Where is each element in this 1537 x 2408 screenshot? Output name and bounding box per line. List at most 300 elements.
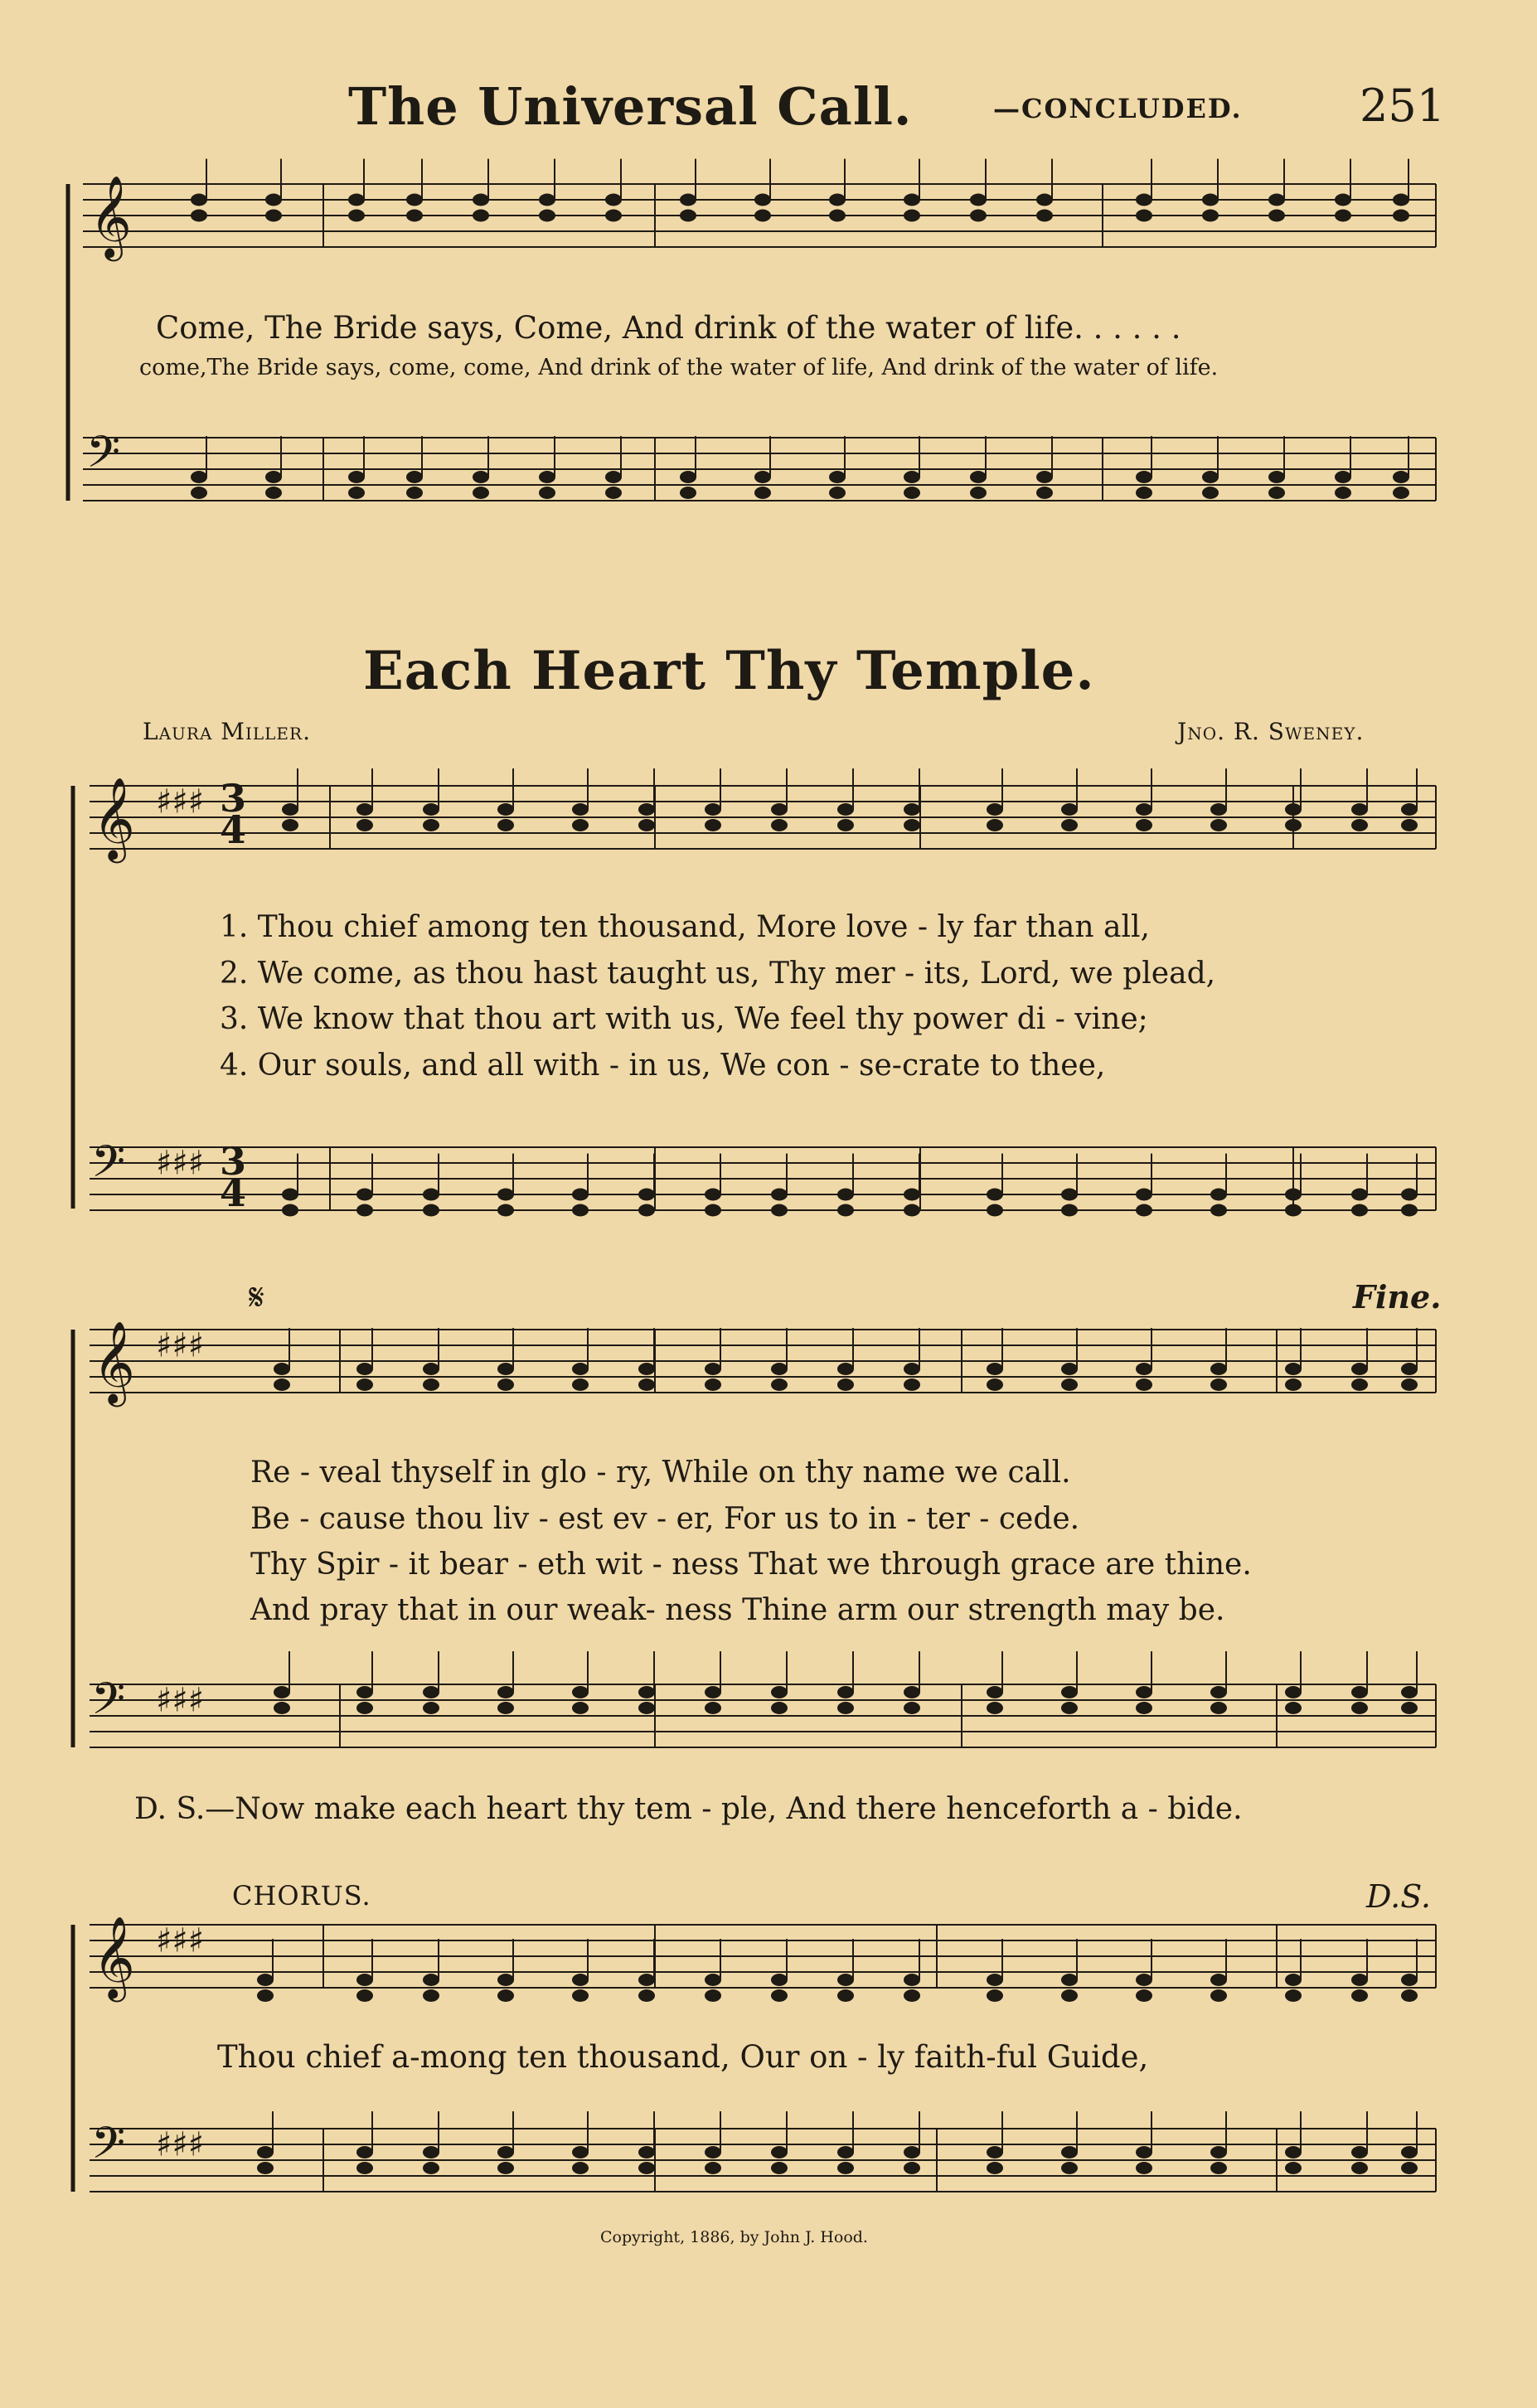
song1-bass-note (265, 471, 282, 483)
song2-bass-note (987, 1204, 1003, 1217)
song2-treble-note (1210, 1989, 1227, 2002)
song2-treble-note (904, 819, 920, 831)
song2-bass-note (987, 1702, 1003, 1714)
song2-treble-note (1210, 1378, 1227, 1391)
song1-title: The Universal Call. (348, 76, 913, 137)
song1-treble-note (191, 194, 207, 206)
song2-treble-note (771, 1989, 788, 2002)
song2-treble-note (1210, 1363, 1227, 1375)
song1-bass-note (473, 471, 489, 483)
song2-treble-note (1210, 1974, 1227, 1986)
song1-bass-note (1393, 487, 1409, 499)
song1-lyric-main: Come, The Bride says, Come, And drink of the water of life. . . . . . (156, 310, 1181, 346)
song2-treble-note (1285, 1989, 1302, 2002)
song1-treble-note (1202, 194, 1219, 206)
song2-treble-note (705, 803, 721, 816)
song2-treble-note (1285, 819, 1302, 831)
song2-bass-note (356, 1702, 373, 1714)
song2-treble-note (274, 1363, 290, 1375)
key-signature-sharps: ♯♯♯ (156, 1326, 205, 1365)
song1-bass-note (970, 487, 987, 499)
song2-treble-note (497, 1378, 514, 1391)
treble-clef: 𝄞 (93, 1916, 135, 1999)
song2-bass-note (497, 2162, 514, 2174)
song2-treble-note (1401, 1378, 1418, 1391)
song2-treble-note (1136, 803, 1152, 816)
song2-bass-note (1061, 2146, 1078, 2158)
song2-bass-note (1136, 1204, 1152, 1217)
song1-treble-note (406, 194, 423, 206)
song1-treble-note (191, 210, 207, 222)
song1-treble-note (970, 210, 987, 222)
song2-treble-note (987, 1974, 1003, 1986)
song2-bass-note (771, 1189, 788, 1201)
song2-bass-note (1351, 1686, 1368, 1698)
song2-bass-note (497, 1686, 514, 1698)
song2-bass-note (282, 1189, 298, 1201)
song2-bass-note (1210, 2146, 1227, 2158)
chorus-label: CHORUS. (232, 1880, 371, 1911)
song1-treble-note (473, 194, 489, 206)
song2-treble-note (356, 1989, 373, 2002)
song2-treble-note (705, 1974, 721, 1986)
song2-bass-note (638, 1686, 655, 1698)
song1-bass-note (539, 471, 555, 483)
song1-treble-note (1393, 210, 1409, 222)
song2-treble-note (705, 1363, 721, 1375)
copyright-notice: Copyright, 1886, by John J. Hood. (600, 2228, 868, 2246)
song2-treble-note (837, 1378, 854, 1391)
song2-bass-note (572, 2146, 589, 2158)
song2-bass-note (1401, 1204, 1418, 1217)
song2-treble-note (705, 819, 721, 831)
song1-treble-note (265, 210, 282, 222)
song2-treble-note (356, 1363, 373, 1375)
verse-line-4b: And pray that in our weak- ness Thine arm our strength may be. (250, 1593, 1225, 1627)
song2-bass-note (1285, 1702, 1302, 1714)
song2-treble-note (572, 1378, 589, 1391)
song2-treble-note (638, 1989, 655, 2002)
song2-treble-note (356, 819, 373, 831)
song1-treble-note (829, 210, 846, 222)
song1-treble-note (904, 194, 920, 206)
song1-treble-note (406, 210, 423, 222)
song2-treble-note (1401, 1974, 1418, 1986)
song2-treble-note (423, 819, 439, 831)
song2-treble-note (837, 1989, 854, 2002)
song2-treble-note (771, 1974, 788, 1986)
song1-bass-note (191, 471, 207, 483)
fine-mark: Fine. (1353, 1278, 1442, 1315)
song1-treble-note (1335, 194, 1351, 206)
song1-bass-note (680, 471, 696, 483)
song2-bass-note (771, 1686, 788, 1698)
song1-bass-note (754, 471, 771, 483)
song2-treble-note (423, 1974, 439, 1986)
song2-bass-note (1351, 2146, 1368, 2158)
song1-treble-note (1335, 210, 1351, 222)
song2-bass-note (572, 1189, 589, 1201)
song2-bass-note (572, 2162, 589, 2174)
time-signature-treble: 3 4 (220, 776, 247, 852)
song2-treble-note (1061, 819, 1078, 831)
song2-bass-note (638, 1702, 655, 1714)
song2-bass-note (638, 1189, 655, 1201)
song2-treble-note (1285, 1363, 1302, 1375)
song1-bass-note (680, 487, 696, 499)
song1-bass-note (754, 487, 771, 499)
song2-bass-note (423, 2146, 439, 2158)
song1-treble-note (1136, 194, 1152, 206)
song1-bass-note (406, 487, 423, 499)
song2-treble-note (423, 1989, 439, 2002)
song2-bass-note (1285, 2162, 1302, 2174)
song2-bass-note (497, 1702, 514, 1714)
song2-treble-note (1351, 1378, 1368, 1391)
song2-bass-note (638, 2162, 655, 2174)
song2-treble-note (705, 1989, 721, 2002)
song2-treble-note (274, 1378, 290, 1391)
song2-bass-note (423, 2162, 439, 2174)
verse-line-3b: Thy Spir - it bear - eth wit - ness That we through grace are thine. (250, 1548, 1252, 1582)
song2-treble-note (257, 1974, 274, 1986)
song2-bass-note (274, 1686, 290, 1698)
song2-bass-note (837, 1189, 854, 1201)
song1-treble-note (829, 194, 846, 206)
song2-treble-note (356, 803, 373, 816)
song2-treble-note (423, 1378, 439, 1391)
song1-treble-note (605, 210, 622, 222)
song1-bass-note (1202, 487, 1219, 499)
song1-bass-note (1136, 471, 1152, 483)
song2-bass-note (282, 1204, 298, 1217)
song1-bass-note (1202, 471, 1219, 483)
song2-bass-note (572, 1204, 589, 1217)
key-signature-sharps: ♯♯♯ (156, 782, 205, 821)
song1-treble-note (265, 194, 282, 206)
song2-treble-note (987, 1989, 1003, 2002)
song2-treble-note (1136, 1378, 1152, 1391)
song2-treble-note (987, 1363, 1003, 1375)
song2-bass-note (1285, 2146, 1302, 2158)
song2-treble-note (1401, 1363, 1418, 1375)
song2-bass-note (837, 1204, 854, 1217)
verse-line-1a: 1. Thou chief among ten thousand, More love - ly far than all, (220, 910, 1150, 944)
song2-treble-note (572, 1974, 589, 1986)
song2-author: Laura Miller. (143, 718, 311, 745)
song1-bass-note (265, 487, 282, 499)
song1-treble-note (754, 194, 771, 206)
song2-composer: Jno. R. Sweney. (1177, 718, 1365, 745)
song2-bass-note (356, 1686, 373, 1698)
song2-treble-note (987, 819, 1003, 831)
song2-treble-note (987, 1378, 1003, 1391)
song2-treble-note (1061, 1363, 1078, 1375)
song2-bass-note (356, 1189, 373, 1201)
song2-bass-note (837, 2146, 854, 2158)
song2-treble-note (837, 803, 854, 816)
song1-treble-note (680, 210, 696, 222)
song2-bass-note (904, 1189, 920, 1201)
song2-bass-note (638, 1204, 655, 1217)
song2-bass-note (771, 2162, 788, 2174)
song2-bass-note (497, 1189, 514, 1201)
song2-bass-note (837, 1702, 854, 1714)
song1-treble-note (539, 210, 555, 222)
song2-bass-note (771, 1204, 788, 1217)
song2-bass-note (1210, 2162, 1227, 2174)
song2-treble-note (837, 1363, 854, 1375)
song1-treble-note (348, 210, 365, 222)
song2-treble-note (771, 819, 788, 831)
song1-bass-note (406, 471, 423, 483)
verse-line-2a: 2. We come, as thou hast taught us, Thy mer - its, Lord, we plead, (220, 957, 1216, 991)
song2-treble-note (572, 819, 589, 831)
song1-bass-note (904, 471, 920, 483)
song2-treble-note (1136, 1363, 1152, 1375)
key-signature-sharps: ♯♯♯ (156, 1144, 205, 1183)
verse-line-1b: Re - veal thyself in glo - ry, While on thy name we call. (250, 1456, 1071, 1490)
verse-line-2b: Be - cause thou liv - est ev - er, For us to in - ter - cede. (250, 1502, 1080, 1536)
song1-treble-note (605, 194, 622, 206)
song2-bass-note (1136, 1702, 1152, 1714)
song2-treble-note (257, 1989, 274, 2002)
song2-treble-note (904, 1378, 920, 1391)
song2-bass-note (904, 1686, 920, 1698)
song2-treble-note (837, 819, 854, 831)
verse-line-3a: 3. We know that thou art with us, We feel thy power di - vine; (220, 1002, 1148, 1036)
song2-bass-note (423, 1204, 439, 1217)
song2-bass-note (497, 2146, 514, 2158)
song1-bass-note (1393, 471, 1409, 483)
song2-bass-note (705, 1686, 721, 1698)
song2-treble-note (1061, 1378, 1078, 1391)
song2-treble-note (497, 803, 514, 816)
song2-bass-note (705, 1204, 721, 1217)
song2-bass-note (705, 2162, 721, 2174)
time-signature-bass: 3 4 (220, 1139, 247, 1215)
song1-bass-note (605, 487, 622, 499)
key-signature-sharps: ♯♯♯ (156, 1921, 205, 1960)
ds-lyric-line: D. S.—Now make each heart thy tem - ple, And there henceforth a - bide. (134, 1792, 1243, 1826)
song1-bass-note (904, 487, 920, 499)
bass-clef-1: 𝄢 (86, 427, 121, 489)
song2-bass-note (771, 1702, 788, 1714)
song2-bass-note (987, 1189, 1003, 1201)
song2-bass-note (1061, 1702, 1078, 1714)
song2-treble-note (904, 803, 920, 816)
song1-treble-note (539, 194, 555, 206)
song2-bass-note (1210, 1702, 1227, 1714)
song2-bass-note (1136, 1189, 1152, 1201)
song2-treble-note (638, 1974, 655, 1986)
song2-treble-note (904, 1989, 920, 2002)
song2-treble-note (423, 803, 439, 816)
song2-treble-note (1285, 1378, 1302, 1391)
song1-treble-note (1268, 210, 1285, 222)
song2-bass-note (705, 1702, 721, 1714)
song2-treble-note (572, 803, 589, 816)
song2-bass-note (771, 2146, 788, 2158)
song2-bass-note (356, 2162, 373, 2174)
song1-bass-note (539, 487, 555, 499)
song1-bass-note (1036, 487, 1053, 499)
song2-treble-note (771, 1378, 788, 1391)
song2-bass-note (257, 2162, 274, 2174)
song2-bass-note (705, 1189, 721, 1201)
key-signature-sharps: ♯♯♯ (156, 2125, 205, 2164)
song2-treble-note (1136, 1989, 1152, 2002)
song2-bass-note (904, 2146, 920, 2158)
segno-mark: 𝄋 (249, 1277, 264, 1319)
song2-treble-note (282, 803, 298, 816)
song1-bass-note (1136, 487, 1152, 499)
song2-treble-note (1401, 803, 1418, 816)
song1-bass-note (473, 487, 489, 499)
song1-bass-note (970, 471, 987, 483)
song2-bass-note (987, 1686, 1003, 1698)
treble-clef-1: 𝄞 (90, 175, 132, 259)
song1-treble-note (1202, 210, 1219, 222)
song2-bass-note (572, 1702, 589, 1714)
song2-bass-note (705, 2146, 721, 2158)
song1-bass-note (1335, 471, 1351, 483)
treble-clef: 𝄞 (93, 1320, 135, 1404)
song1-treble-note (1268, 194, 1285, 206)
song2-treble-note (282, 819, 298, 831)
song2-treble-note (1210, 803, 1227, 816)
song1-bass-note (1268, 487, 1285, 499)
song2-treble-note (1285, 803, 1302, 816)
song2-bass-note (1351, 2162, 1368, 2174)
song2-treble-note (1061, 803, 1078, 816)
song2-treble-note (1351, 803, 1368, 816)
song1-bass-note (605, 471, 622, 483)
song2-bass-note (1210, 1189, 1227, 1201)
song2-treble-note (904, 1974, 920, 1986)
song1-bass-note (1036, 471, 1053, 483)
song2-treble-note (638, 1378, 655, 1391)
song2-bass-note (1136, 2162, 1152, 2174)
song2-bass-note (356, 1204, 373, 1217)
song1-bass-note (1268, 471, 1285, 483)
song1-title-suffix: —CONCLUDED. (993, 93, 1243, 124)
song2-bass-note (1401, 1189, 1418, 1201)
song1-treble-note (348, 194, 365, 206)
song2-bass-note (837, 2162, 854, 2174)
song2-bass-note (423, 1686, 439, 1698)
song2-bass-note (1061, 1686, 1078, 1698)
song2-title: Each Heart Thy Temple. (363, 640, 1095, 702)
song2-treble-note (771, 1363, 788, 1375)
song2-bass-note (1210, 1204, 1227, 1217)
song2-bass-note (638, 2146, 655, 2158)
song2-bass-note (1061, 2162, 1078, 2174)
song2-treble-note (1285, 1974, 1302, 1986)
song1-treble-note (1136, 210, 1152, 222)
ds-mark: D.S. (1366, 1878, 1431, 1915)
song2-treble-note (356, 1378, 373, 1391)
song1-lyric-alt: come,The Bride says, come, come, And drink of the water of life, And drink of the water of life. (139, 355, 1219, 380)
chorus-lyric: Thou chief a-mong ten thousand, Our on - ly faith-ful Guide, (217, 2039, 1149, 2075)
song2-bass-note (356, 2146, 373, 2158)
page-number: 251 (1360, 80, 1446, 132)
song2-treble-note (904, 1363, 920, 1375)
song2-bass-note (423, 1702, 439, 1714)
song2-bass-note (987, 2146, 1003, 2158)
song2-treble-note (1061, 1974, 1078, 1986)
song2-treble-note (1210, 819, 1227, 831)
song2-bass-note (423, 1189, 439, 1201)
song2-bass-note (1351, 1702, 1368, 1714)
song2-treble-note (638, 1363, 655, 1375)
treble-clef: 𝄞 (93, 777, 135, 860)
song1-bass-note (1335, 487, 1351, 499)
song2-treble-note (356, 1974, 373, 1986)
song1-treble-note (904, 210, 920, 222)
song2-treble-note (497, 1974, 514, 1986)
song2-bass-note (1351, 1189, 1368, 1201)
song2-treble-note (638, 819, 655, 831)
song2-treble-note (638, 803, 655, 816)
song2-bass-note (837, 1686, 854, 1698)
verse-line-4a: 4. Our souls, and all with - in us, We con - se-crate to thee, (220, 1049, 1106, 1083)
bass-clef: 𝄢 (91, 2118, 126, 2180)
song2-treble-note (497, 1989, 514, 2002)
song2-bass-note (904, 2162, 920, 2174)
song1-treble-note (473, 210, 489, 222)
song2-treble-note (423, 1363, 439, 1375)
key-signature-sharps: ♯♯♯ (156, 1681, 205, 1720)
song2-treble-note (987, 803, 1003, 816)
song2-bass-note (1401, 1702, 1418, 1714)
song1-bass-note (191, 487, 207, 499)
song1-treble-note (680, 194, 696, 206)
song2-treble-note (837, 1974, 854, 1986)
song1-treble-note (1393, 194, 1409, 206)
song1-treble-note (1036, 210, 1053, 222)
bass-clef: 𝄢 (91, 1136, 126, 1199)
song2-bass-note (987, 2162, 1003, 2174)
song2-treble-note (1061, 1989, 1078, 2002)
song2-treble-note (1136, 819, 1152, 831)
song2-bass-note (1061, 1204, 1078, 1217)
song1-treble-note (970, 194, 987, 206)
song1-bass-note (348, 487, 365, 499)
song1-bass-note (348, 471, 365, 483)
song2-treble-note (705, 1378, 721, 1391)
song2-bass-note (1401, 1686, 1418, 1698)
song2-bass-note (497, 1204, 514, 1217)
song2-treble-note (1351, 819, 1368, 831)
song2-treble-note (1351, 1363, 1368, 1375)
song2-bass-note (1401, 2162, 1418, 2174)
song2-bass-note (1285, 1189, 1302, 1201)
song1-treble-note (1036, 194, 1053, 206)
song2-treble-note (1351, 1974, 1368, 1986)
song2-bass-note (1285, 1204, 1302, 1217)
song2-bass-note (904, 1204, 920, 1217)
song1-bass-note (829, 487, 846, 499)
song2-bass-note (1401, 2146, 1418, 2158)
song2-bass-note (1210, 1686, 1227, 1698)
song2-bass-note (1136, 1686, 1152, 1698)
song1-bass-note (829, 471, 846, 483)
song2-bass-note (904, 1702, 920, 1714)
song2-treble-note (497, 819, 514, 831)
song2-bass-note (572, 1686, 589, 1698)
song2-bass-note (257, 2146, 274, 2158)
